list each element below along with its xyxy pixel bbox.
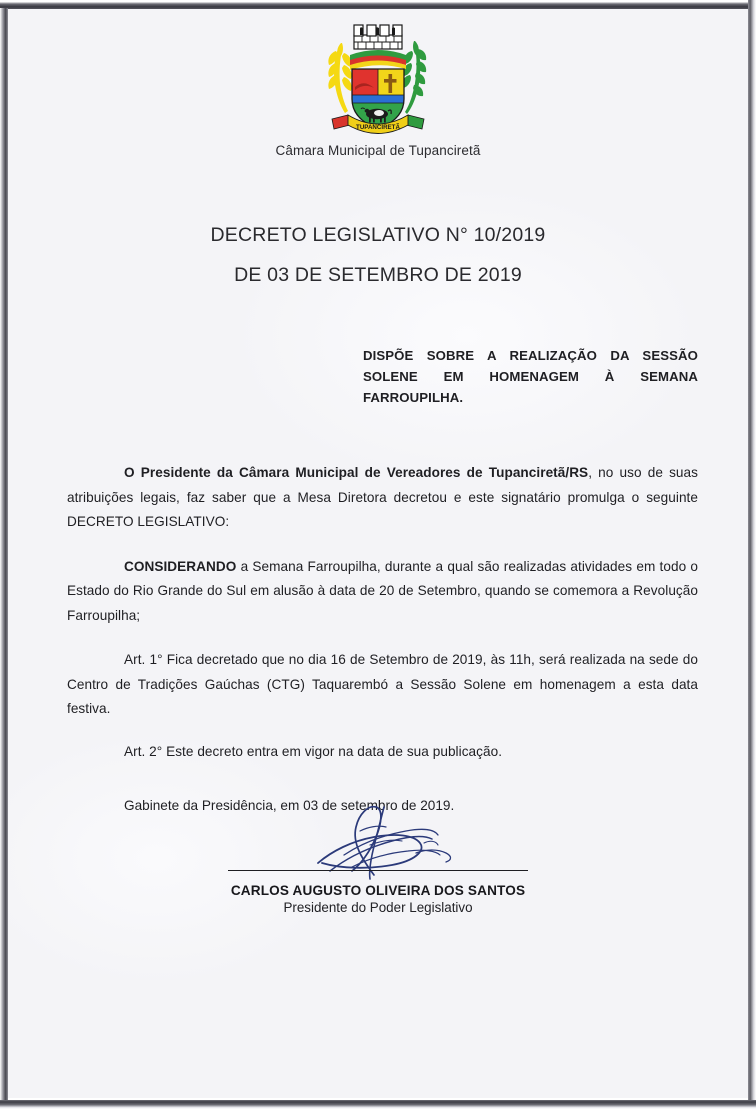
considerando-bold-lead: CONSIDERANDO — [124, 558, 237, 574]
wheat-stalk-icon — [328, 43, 351, 113]
document-page — [8, 9, 748, 1098]
decree-title-line-1: DECRETO LEGISLATIVO N° 10/2019 — [210, 224, 546, 246]
preamble-bold-lead: O Presidente da Câmara Municipal de Vereadores de Tupanciretã/RS — [124, 465, 589, 480]
mural-crown-icon — [354, 25, 402, 49]
header-caption: Câmara Municipal de Tupanciretã — [275, 143, 481, 158]
document-header — [8, 21, 748, 158]
signature-area — [8, 799, 748, 915]
article-1-paragraph: Art. 1° Fica decretado que no dia 16 de Setembro de 2019, às 11h, será realizada na sede do Centro de Tradições Gaúchas (CTG) Taquarembó a Sessão Solene em homenagem a esta data festiva. — [67, 652, 698, 716]
ribbon-text: TUPANCIRETÃ — [356, 124, 400, 131]
scan-edge-bottom — [0, 1100, 756, 1109]
coat-of-arms-icon — [314, 21, 442, 139]
preamble-rest: , no uso de suas atribuições legais, faz saber que a Mesa Diretora decretou e este signatário promulga o seguinte DECRETO LEGISLATIVO: — [67, 465, 699, 529]
article-2-paragraph: Art. 2° Este decreto entra em vigor na data de sua publicação. — [124, 743, 503, 759]
considerando-paragraph — [67, 555, 698, 629]
scan-edge-left — [0, 8, 8, 1102]
signatory-name: CARLOS AUGUSTO OLIVEIRA DOS SANTOS — [230, 883, 526, 898]
signature-line — [228, 870, 528, 871]
ementa-summary: DISPÕE SOBRE A REALIZAÇÃO DA SESSÃO SOLENE EM HOMENAGEM À SEMANA FARROUPILHA. — [363, 348, 698, 405]
laurel-branch-icon — [402, 41, 426, 114]
preamble-paragraph — [67, 461, 698, 535]
scan-edge-right — [748, 0, 756, 1108]
decree-title-line-2: DE 03 DE SETEMBRO DE 2019 — [234, 264, 522, 286]
shield-crest-band-icon — [350, 50, 406, 70]
document-body — [67, 461, 698, 818]
scan-edge-top — [0, 0, 756, 9]
closing-paragraph: Gabinete da Presidência, em 03 de setembro de 2019. — [124, 798, 455, 813]
signatory-role: Presidente do Poder Legislativo — [283, 900, 473, 915]
considerando-rest: a Semana Farroupilha, durante a qual são realizadas atividades em todo o Estado do Rio Grande do Sul em alusão à data de 20 de Setembro, quando se comemora a Revolução Farroupilha; — [67, 558, 698, 623]
signature-block — [228, 799, 528, 877]
